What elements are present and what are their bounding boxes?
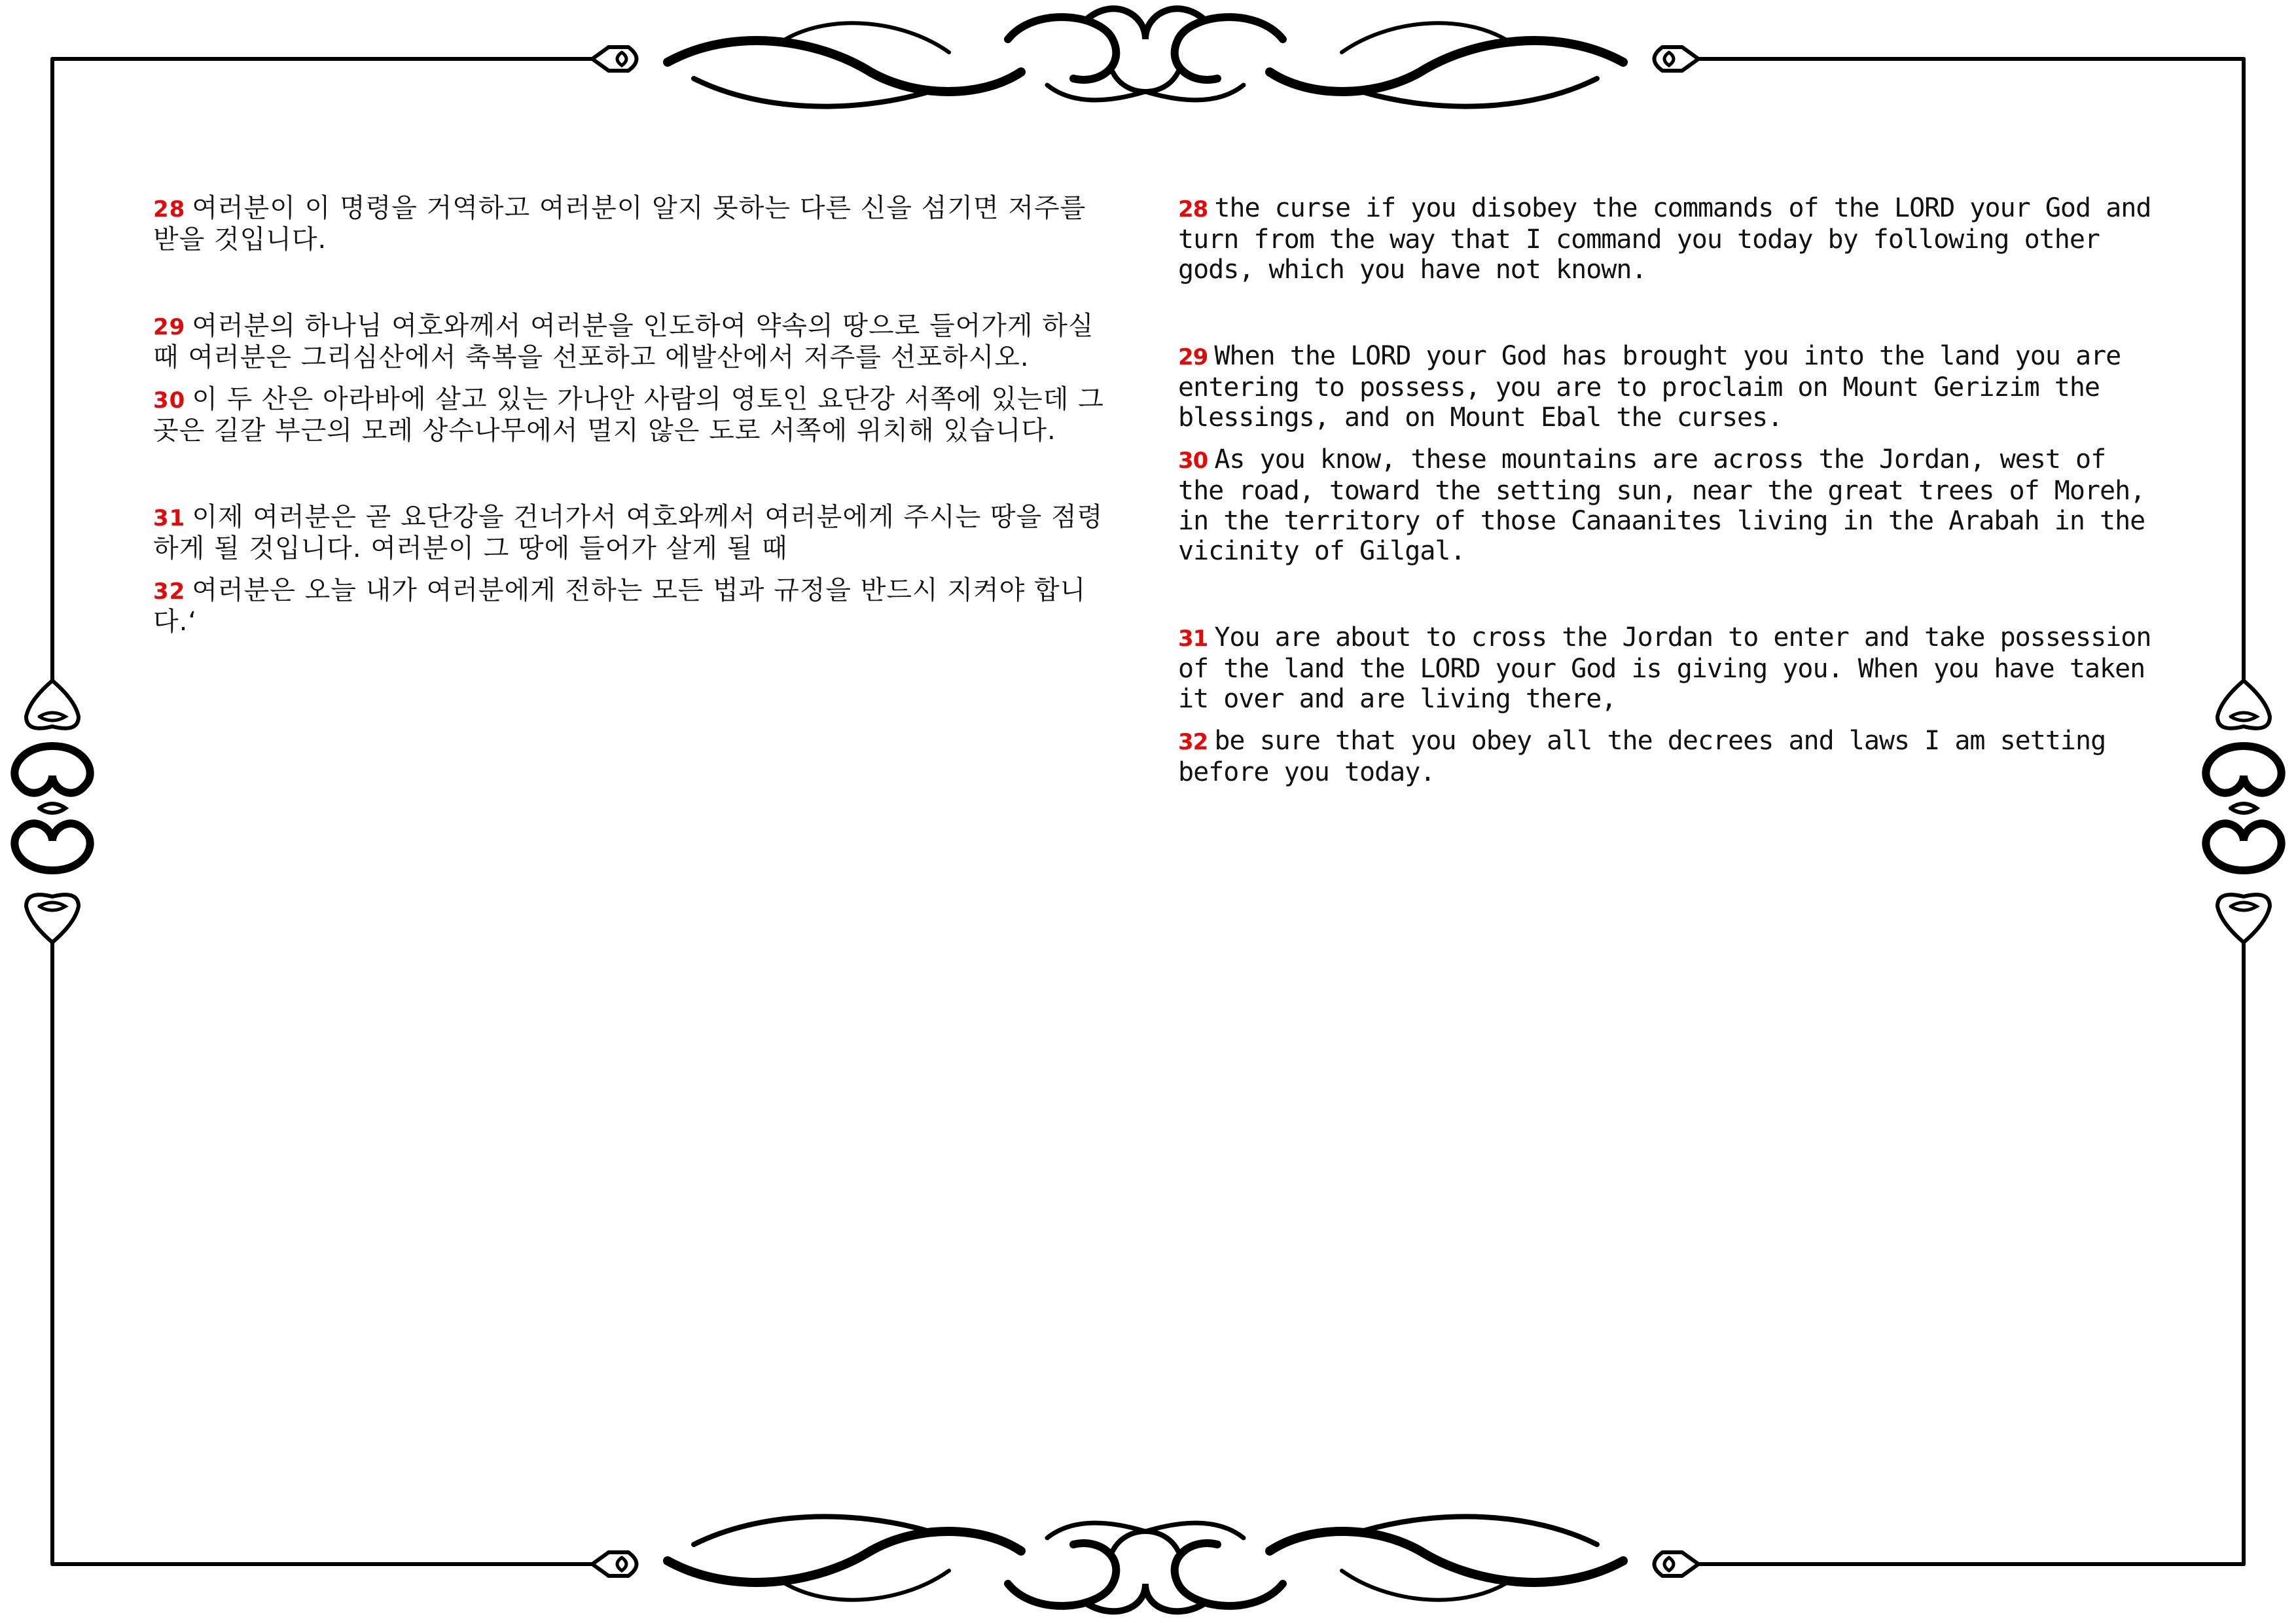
korean-verse-32 xyxy=(153,575,1115,637)
verse-text: the curse if you disobey the commands of the LORD your God and turn from the way that I command you today by following other gods, which you have not known. xyxy=(1178,193,2151,285)
verse-text: 이 두 산은 아라바에 살고 있는 가나안 사람의 영토인 요단강 서쪽에 있는데 그 곳은 길갈 부근의 모레 상수나무에서 멀지 않은 도로 서쪽에 위치해 있습니다. xyxy=(153,384,1104,446)
verse-text: 이제 여러분은 곧 요단강을 건너가서 여호와께서 여러분에게 주시는 땅을 점령하게 될 것입니다. 여러분이 그 땅에 들어가 살게 될 때 xyxy=(153,502,1103,563)
verse-number: 28 xyxy=(1178,196,1208,223)
verse-number: 30 xyxy=(153,387,186,414)
verse-text: You are about to cross the Jordan to enter and take possession of the land the LORD your God is giving you. When you have taken it over and are living there, xyxy=(1178,622,2151,714)
verse-number: 28 xyxy=(153,196,186,223)
verse-number: 32 xyxy=(1178,729,1208,755)
english-verse-28 xyxy=(1178,193,2160,285)
verse-text: 여러분의 하나님 여호와께서 여러분을 인도하여 약속의 땅으로 들어가게 하실 때 여러분은 그리심산에서 축복을 선포하고 에발산에서 저주를 선포하시오. xyxy=(153,311,1094,372)
verse-number: 31 xyxy=(153,505,186,531)
heart-scroll-right-icon xyxy=(2206,681,2281,942)
english-text-column xyxy=(1178,193,2160,787)
ornamental-flourish-bottom-icon xyxy=(592,1516,1698,1611)
korean-verse-31 xyxy=(153,502,1115,563)
verse-text: 여러분이 이 명령을 거역하고 여러분이 알지 못하는 다른 신을 섬기면 저주를 받을 것입니다. xyxy=(153,193,1086,255)
verse-number: 29 xyxy=(1178,344,1208,370)
verse-number: 31 xyxy=(1178,626,1208,652)
verse-number: 30 xyxy=(1178,448,1208,474)
verse-text: be sure that you obey all the decrees and laws I am setting before you today. xyxy=(1178,726,2106,787)
verse-text: As you know, these mountains are across the Jordan, west of the road, toward the setting sun, near the great trees of Moreh, in the territory of those Canaanites living in the Arabah in the vicinity of Gilgal. xyxy=(1178,444,2145,566)
verse-number: 32 xyxy=(153,579,186,605)
english-verse-31 xyxy=(1178,622,2160,714)
english-verse-30 xyxy=(1178,444,2160,566)
korean-verse-29 xyxy=(153,311,1115,372)
korean-verse-30 xyxy=(153,384,1115,446)
heart-scroll-left-icon xyxy=(14,681,90,942)
ornamental-flourish-top-icon xyxy=(592,9,1698,106)
korean-text-column xyxy=(153,193,1115,637)
english-verse-32 xyxy=(1178,726,2160,787)
english-verse-29 xyxy=(1178,341,2160,433)
verse-text: 여러분은 오늘 내가 여러분에게 전하는 모든 법과 규정을 반드시 지켜야 합니다.‘ xyxy=(153,575,1086,637)
verse-number: 29 xyxy=(153,314,186,340)
korean-verse-28 xyxy=(153,193,1115,255)
verse-text: When the LORD your God has brought you into the land you are entering to possess, you are to proclaim on Mount Gerizim the blessings, and on Mount Ebal the curses. xyxy=(1178,341,2121,433)
